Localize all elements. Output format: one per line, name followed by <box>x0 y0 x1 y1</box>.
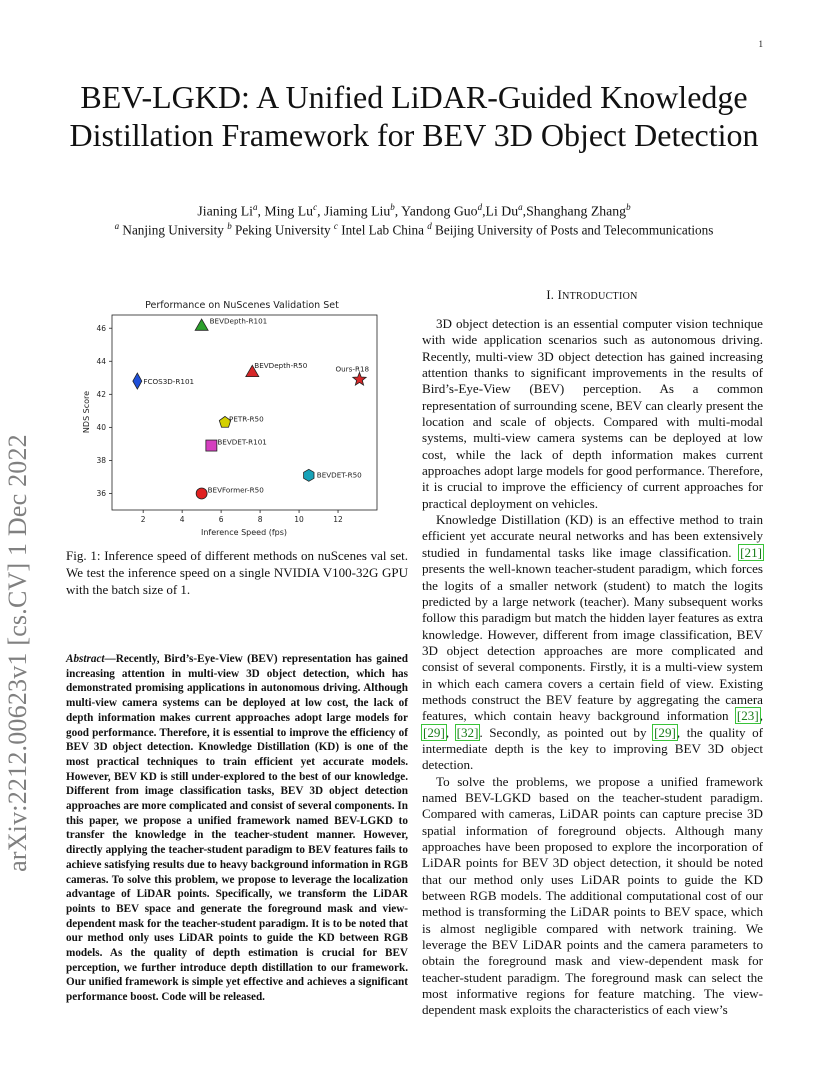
text-run: , <box>759 708 763 724</box>
data-point-circle <box>196 488 207 499</box>
data-point-triangle <box>195 319 208 330</box>
text-run: . Secondly, as pointed out by <box>479 724 654 740</box>
data-point-hexagon <box>304 469 314 481</box>
x-tick-label: 2 <box>140 515 146 524</box>
scatter-chart <box>78 296 388 541</box>
author-affiliation-mark: b <box>390 202 395 212</box>
text-run: Knowledge Distillation (KD) is an effective method to train efficient yet accurate neural networks and has been extensively studied in fundamental tasks like image classification. <box>422 512 763 560</box>
data-point-label: FCOS3D-R101 <box>143 377 195 387</box>
x-axis-label: Inference Speed (fps) <box>200 528 288 537</box>
section-title <box>558 288 638 302</box>
author-affiliation-mark: d <box>477 202 483 212</box>
data-point-label: BEVDepth-R101 <box>209 316 268 326</box>
author-separator: , <box>257 203 265 219</box>
affiliation-name: Beijing University of Posts and Telecommunications <box>431 222 714 238</box>
y-tick-label: 44 <box>96 356 106 366</box>
data-points <box>133 317 370 499</box>
x-tick-label: 8 <box>257 515 263 524</box>
author-separator: , <box>482 203 486 219</box>
paragraph: To solve the problems, we propose a unified framework named BEV-LGKD based on the teacher-student paradigm. Compared with cameras, LiDAR points can capture precise 3D spatial information of foreground objects. Although many approaches have been proposed to explore the incorporation of LiDAR points for BEV 3D object detection, it should be noted that our method only uses LiDAR points to guide the KD between RGB models. The additional computational cost of our method is transforming the LiDAR points to BEV space, which is almost negligible compared with network training. We leverage the BEV LiDAR points and the camera parameters to obtain the foreground mask and view-dependent mask for teacher-student paradigm. The foreground mask can select the most informative regions for feature matching. The view-dependent mask exploits the characteristics of each view’s <box>422 773 763 1018</box>
data-point-label: BEVFormer-R50 <box>207 485 264 495</box>
author-name: Shanghang Zhang <box>526 203 627 219</box>
author-name: Ming Lu <box>264 203 314 219</box>
author-affiliation-mark: b <box>626 202 631 212</box>
author-name: Li Du <box>485 203 519 219</box>
x-tick-label: 10 <box>294 515 304 524</box>
abstract <box>66 652 408 1005</box>
section-title-initial: I <box>557 288 563 302</box>
paragraph: 3D object detection is an essential computer vision technique with wide application scenarios such as autonomous driving. Recently, multi-view 3D object detection has gained increasing attention thanks to significant improvements in the results of Bird’s-Eye-View (BEV) perception. As a common representation of surrounding scene, BEV can clearly present the location and scale of objects. Compared with multi-modal systems, multi-view camera systems can be deployed at low cost, while the lack of depth information makes current approaches adopt large models for good performance. Therefore, it is crucial to improve the efficiency of current approaches for practical deployment on vehicles. <box>422 316 763 511</box>
text-run: , the quality of intermediate depth is the key to improving BEV 3D object detection. <box>422 724 764 773</box>
data-point-label: Ours-R18 <box>335 364 370 374</box>
author-name: Jiaming Liu <box>323 203 391 219</box>
x-tick-label: 6 <box>218 515 224 524</box>
citation-link[interactable]: [29] <box>654 724 676 740</box>
section-title-rest: NTRODUCTION <box>562 291 638 302</box>
author-name: Jianing Li <box>197 203 253 219</box>
author-affiliation-mark: a <box>518 202 523 212</box>
y-axis-label: NDS Score <box>82 390 91 434</box>
y-tick-label: 46 <box>96 323 106 333</box>
arxiv-stamp-text: arXiv:2212.00623v1 [cs.CV] 1 Dec 2022 <box>3 434 32 872</box>
data-point-square <box>206 440 217 451</box>
citation-link[interactable]: [32] <box>456 724 479 740</box>
paper-title: BEV-LGKD: A Unified LiDAR-Guided Knowledge Distillation Framework for BEV 3D Object Detection <box>69 79 759 153</box>
y-tick-label: 36 <box>96 489 106 499</box>
introduction-body <box>422 316 763 1019</box>
abstract-text: —Recently, Bird’s-Eye-View (BEV) representation has gained increasing attention in multi-view 3D object detection, which has demonstrated promising applications in autonomous driving. Although multi-view camera systems can be deployed at low cost, the lack of depth information makes current approaches adopt large models for good performance. Therefore, it is essential to improve the efficiency of BEV 3D object detection. Knowledge Distillation (KD) is one of the most practical techniques to train efficient yet accurate models. However, BEV KD is still under-explored to the best of our knowledge. Different from image classification tasks, BEV 3D object detection approaches are more complicated and consist of several components. In this paper, we propose a unified framework named BEV-LGKD to transfer the knowledge in the teacher-student manner. However, directly applying the teacher-student paradigm to BEV features fails to achieve satisfying results due to heavy background information in RGB cameras. To solve this problem, we propose to leverage the localization advantage of LiDAR points. Specifically, we transform the LiDAR points to BEV space and generate the foreground mask and view-dependent mask for the teacher-student paradigm. It is to be noted that our method only uses LiDAR points to guide the KD between RGB models. As the quality of depth estimation is crucial for BEV perception, we further introduce depth distillation to our framework. Our unified framework is simple yet effective and achieves a significant performance boost. Code will be released. <box>66 653 408 1004</box>
data-point-star <box>353 372 366 385</box>
figure-caption: Fig. 1: Inference speed of different methods on nuScenes val set. We test the inference speed on a single NVIDIA V100-32G GPU with the batch size of 1. <box>66 548 408 597</box>
author-name: Yandong Guo <box>401 203 478 219</box>
page-number: 1 <box>758 39 763 49</box>
x-tick-label: 12 <box>333 515 343 524</box>
data-point-diamond <box>133 373 142 389</box>
affiliation-name: Nanjing University <box>119 222 228 238</box>
author-separator: , <box>317 203 324 219</box>
data-point-label: BEVDET-R50 <box>316 470 362 480</box>
x-tick-label: 4 <box>179 515 185 524</box>
y-tick-label: 40 <box>96 422 106 432</box>
abstract-label: Abstract <box>66 653 105 665</box>
plot-frame <box>112 315 377 510</box>
data-point-label: BEVDepth-R50 <box>254 360 308 370</box>
affiliation-mark: c <box>333 221 338 231</box>
author-separator: , <box>522 203 527 219</box>
affiliation-mark: a <box>114 221 120 231</box>
section-number: I. <box>546 288 555 302</box>
text-run: presents the well-known teacher-student paradigm, which forces the logits of a smaller network (student) to match the logits predicted by a large network (teacher). Many subsequent works follow this paradigm but match the hidden layer features as extra knowledge. However, different from image classification, BEV 3D object detection approaches are more complicated and consist of several components. Firstly, it is a multi-view system in which each camera covers a certain field of view. Existing methods construct the BEV feature by aggregating the camera features, which contain heavy background information <box>422 561 763 724</box>
affiliation-name: Intel Lab China <box>337 222 428 238</box>
y-tick-label: 38 <box>96 456 106 466</box>
affiliation-name: Peking University <box>231 222 334 238</box>
citation-link[interactable]: [23] <box>736 708 759 724</box>
chart-title: Performance on NuScenes Validation Set <box>145 300 339 311</box>
author-separator: , <box>394 203 402 219</box>
citation-link[interactable]: [21] <box>740 544 762 560</box>
affiliation-list <box>40 217 788 239</box>
paragraph <box>422 512 763 774</box>
figure-1-chart <box>78 296 388 541</box>
citation-link[interactable]: [29] <box>423 724 445 740</box>
section-heading <box>422 288 762 303</box>
data-point-label: BEVDET-R101 <box>217 437 267 447</box>
y-tick-label: 42 <box>96 389 106 399</box>
author-affiliation-mark: c <box>313 202 318 212</box>
text-run: , <box>445 724 456 740</box>
author-affiliation-mark: a <box>252 202 258 212</box>
affiliation-mark: d <box>427 221 432 231</box>
affiliation-mark: b <box>227 221 232 231</box>
data-point-label: PETR-R50 <box>229 414 264 424</box>
